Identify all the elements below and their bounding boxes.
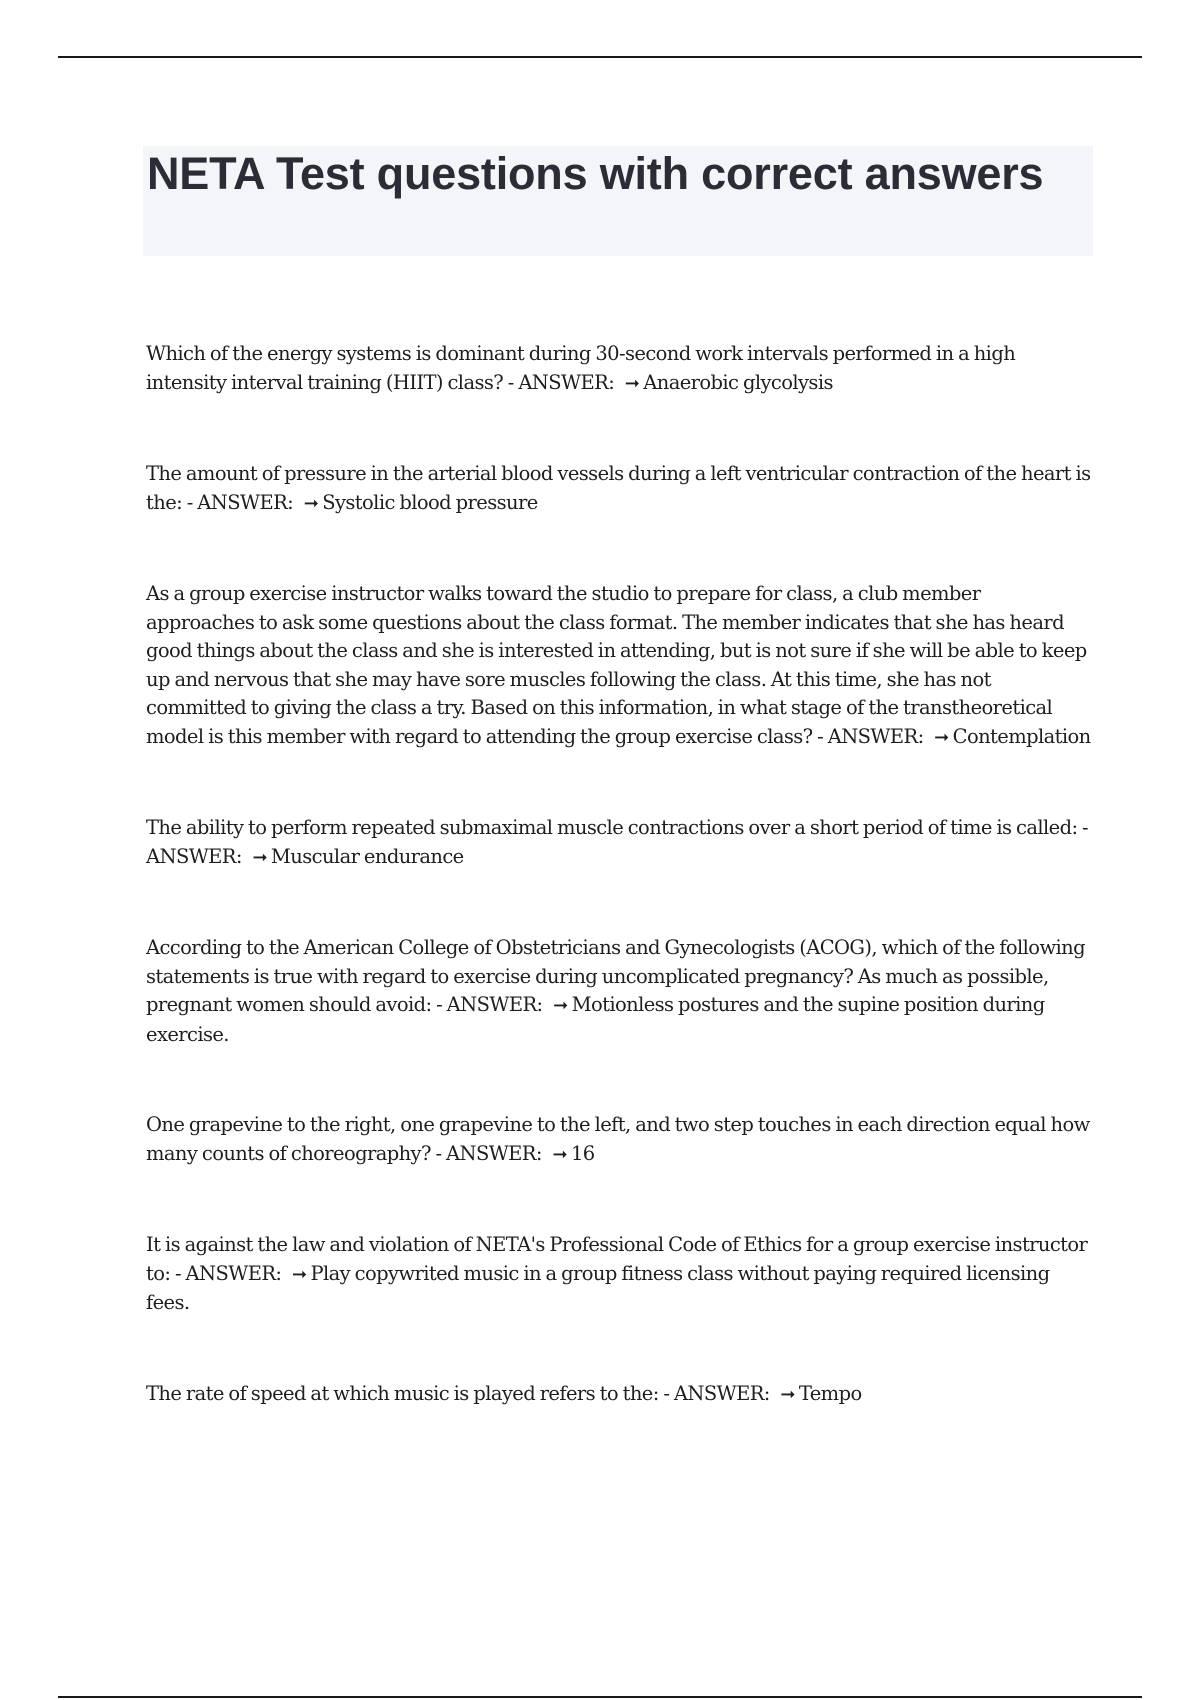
arrow-icon: ➞ — [291, 1263, 307, 1285]
question-text: According to the American College of Obstetricians and Gynecologists (ACOG), which of the following statements is true with regard to exercise during uncomplicated pregnancy? As much as possible, pregnant women should avoid: — [146, 936, 1086, 1016]
qa-item — [146, 814, 1091, 872]
question-text: The ability to perform repeated submaximal muscle contractions over a short period of time is called: — [146, 816, 1078, 839]
answer-label: - ANSWER: — [812, 724, 929, 748]
qa-item — [146, 1231, 1091, 1318]
question-text: One grapevine to the right, one grapevine to the left, and two step touches in each direction equal how many counts of choreography? — [146, 1113, 1090, 1165]
answer-text: Systolic blood pressure — [322, 490, 538, 514]
answer-label: - ANSWER: — [430, 1141, 547, 1165]
answer-label: - ANSWER: — [182, 490, 298, 514]
answer-text: Anaerobic glycolysis — [643, 370, 833, 394]
page-title: NETA Test questions with correct answers — [147, 148, 1044, 199]
answer-text: 16 — [570, 1141, 595, 1165]
arrow-icon: ➞ — [552, 1143, 567, 1165]
arrow-icon: ➞ — [303, 492, 319, 514]
question-text: As a group exercise instructor walks toward the studio to prepare for class, a club member approaches to ask some questions about the class format. The member indicates that she has heard good things about the class and she is interested in attending, but is not sure if she will be able to keep up and nervous that she may have sore muscles following the class. At this time, she has not committed to giving the class a try. Based on this information, in what stage of the transtheoretical model is this member with regard to attending the group exercise class? — [146, 582, 1087, 748]
answer-label: - ANSWER: — [146, 816, 1089, 868]
arrow-icon: ➞ — [934, 726, 949, 748]
answer-text: Contemplation — [952, 724, 1091, 748]
top-rule — [58, 56, 1142, 58]
answer-label: - ANSWER: — [431, 993, 548, 1016]
qa-item — [146, 460, 1091, 518]
question-text: It is against the law and violation of NETA's Professional Code of Ethics for a group exercise instructor to: — [146, 1233, 1088, 1285]
answer-text: Play copywrited music in a group fitness class without paying required licensing fees. — [146, 1261, 1050, 1314]
answer-label: - ANSWER: — [170, 1261, 286, 1285]
answer-text: Muscular endurance — [270, 844, 464, 868]
answer-label: - ANSWER: — [503, 370, 619, 394]
qa-item — [146, 340, 1091, 398]
arrow-icon: ➞ — [252, 846, 267, 868]
qa-item — [146, 580, 1091, 752]
qa-item — [146, 934, 1091, 1049]
arrow-icon: ➞ — [553, 995, 568, 1016]
question-text: Which of the energy systems is dominant during 30-second work intervals performed in a high intensity interval training (HIIT) class? — [146, 342, 1016, 394]
qa-item — [146, 1380, 1091, 1410]
answer-label: - ANSWER: — [658, 1381, 775, 1405]
title-block — [143, 146, 1093, 256]
arrow-icon: ➞ — [780, 1383, 795, 1405]
qa-item — [146, 1111, 1091, 1169]
question-text: The amount of pressure in the arterial blood vessels during a left ventricular contraction of the heart is the: — [146, 462, 1091, 514]
qa-list — [146, 340, 1091, 1409]
question-text: The rate of speed at which music is played refers to the: — [146, 1381, 659, 1405]
answer-text: Tempo — [798, 1381, 862, 1405]
answer-text: Motionless postures and the supine position during exercise. — [146, 993, 1045, 1046]
arrow-icon: ➞ — [624, 372, 640, 394]
bottom-rule — [58, 1696, 1142, 1698]
